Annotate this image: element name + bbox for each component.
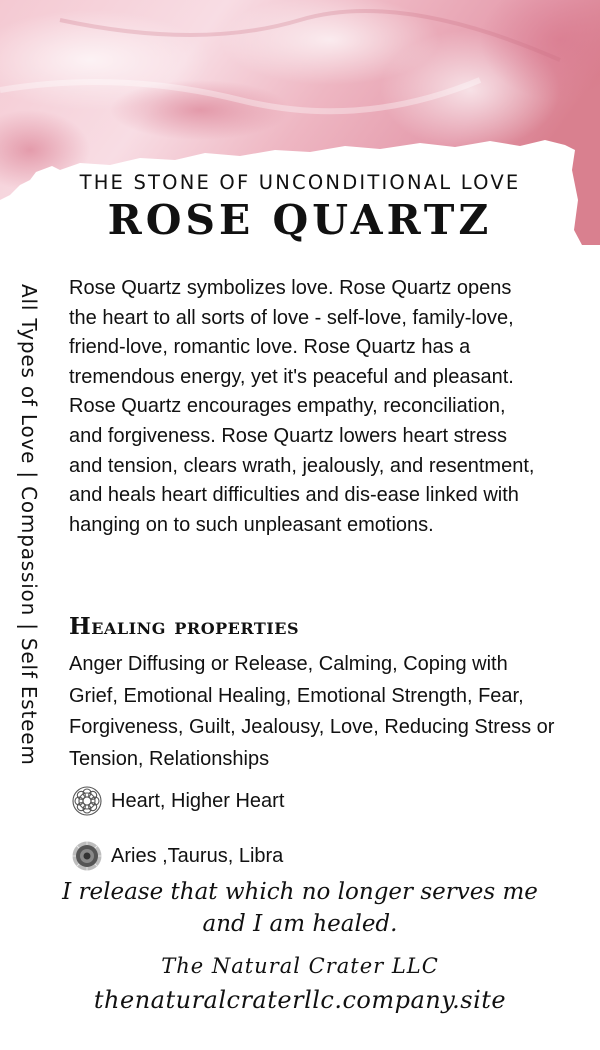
chakra-text: Heart, Higher Heart bbox=[111, 789, 285, 812]
zodiac-wheel-icon bbox=[71, 840, 103, 872]
zodiac-text: Aries ,Taurus, Libra bbox=[111, 844, 284, 867]
healing-properties-heading: Healing properties bbox=[69, 613, 300, 640]
affirmation-line-1: I release that which no longer serves me bbox=[62, 879, 538, 905]
affirmation-line-2: and I am healed. bbox=[202, 911, 398, 937]
page-title: ROSE QUARTZ bbox=[107, 196, 493, 244]
header-subtitle: THE STONE OF UNCONDITIONAL LOVE bbox=[79, 171, 521, 194]
zodiac-row bbox=[71, 840, 283, 872]
affirmation bbox=[0, 876, 600, 940]
side-tagline: All Types of Love | Compassion | Self Esteem bbox=[17, 284, 41, 766]
stone-description: Rose Quartz symbolizes love. Rose Quartz opens the heart to all sorts of love - self-love, family-love, friend-love, romantic love. Rose Quartz has a tremendous energy, yet it's peaceful and pleasant. Rose Quartz encourages empathy, reconciliation, and forgiveness. Rose Quartz lowers heart stress and tension, clears wrath, jealously, and resentment, and heals heart difficulties and dis-ease linked with hanging on to such unpleasant emotions. bbox=[69, 277, 535, 536]
company-name: The Natural Crater LLC bbox=[161, 954, 439, 978]
chakra-row bbox=[71, 785, 284, 817]
healing-properties-text: Anger Diffusing or Release, Calming, Coping with Grief, Emotional Healing, Emotional Strength, Fear, Forgiveness, Guilt, Jealousy, Love, Reducing Stress or Tension, Relationships bbox=[69, 653, 555, 770]
website-url: thenaturalcraterllc.company.site bbox=[93, 986, 507, 1014]
chakra-mandala-icon bbox=[71, 785, 103, 817]
